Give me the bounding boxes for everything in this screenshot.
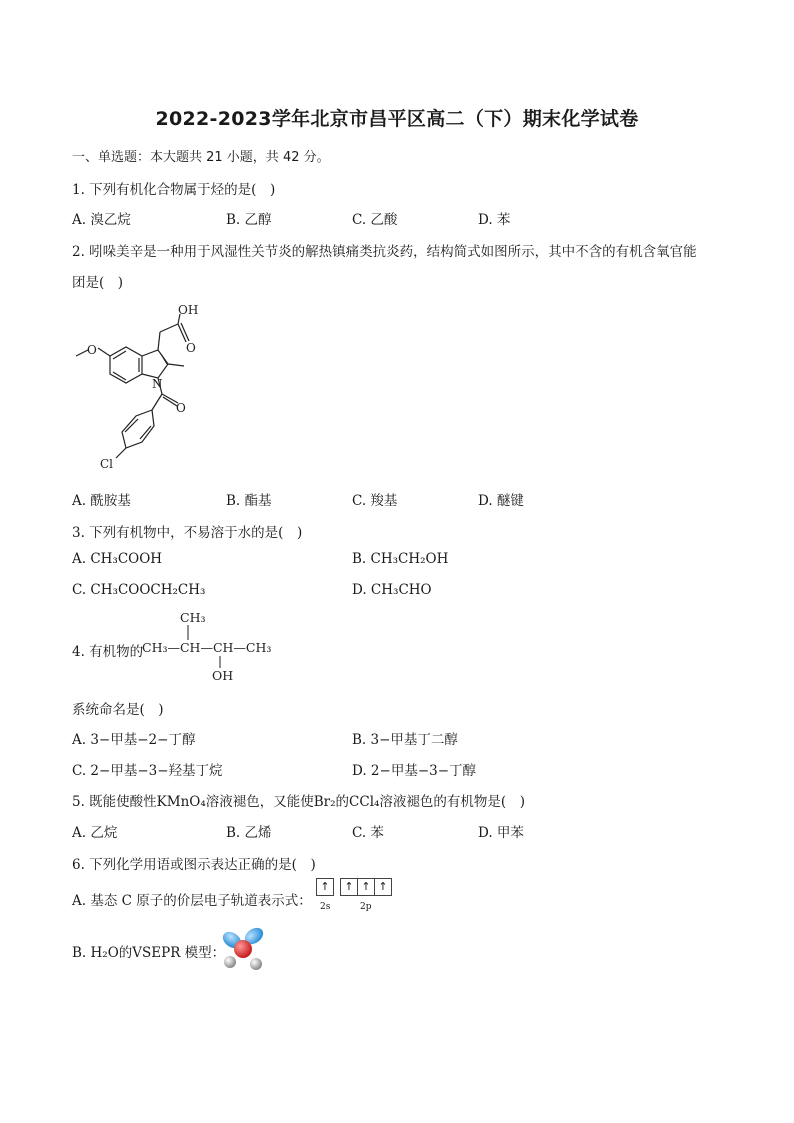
orbital-label-2s: 2s (320, 902, 331, 912)
orbital-box-2s: ↑ (316, 878, 334, 896)
question-4-stem-line2: 系统命名是( ) (72, 702, 164, 718)
q3-option-a: A. CH₃COOH (72, 551, 163, 567)
vsepr-model-image (216, 922, 272, 974)
q2-option-b: B. 酯基 (226, 493, 272, 509)
orbital-label-2p: 2p (360, 902, 372, 912)
label-cl: Cl (100, 457, 114, 471)
q2-option-a: A. 酰胺基 (72, 493, 131, 509)
q6-option-b: B. H₂O的VSEPR 模型： (72, 945, 226, 961)
q3-option-c: C. CH₃COOCH₂CH₃ (72, 582, 206, 598)
label-o-amide: O (176, 401, 186, 415)
q1-option-b: B. 乙醇 (226, 212, 272, 228)
q3-option-d: D. CH₃CHO (352, 582, 432, 598)
q5-option-d: D. 甲苯 (478, 825, 524, 841)
section-heading: 一、单选题：本大题共 21 小题，共 42 分。 (72, 150, 330, 165)
q4-option-d: D. 2−甲基−3−丁醇 (352, 763, 477, 779)
q1-option-c: C. 乙酸 (352, 212, 398, 228)
q5-option-b: B. 乙烯 (226, 825, 272, 841)
q1-option-d: D. 苯 (478, 212, 511, 228)
question-2-stem-line1: 2. 吲哚美辛是一种用于风湿性关节炎的解热镇痛类抗炎药，结构简式如图所示，其中不含的有机含氧官能 (72, 244, 697, 260)
question-1-stem: 1. 下列有机化合物属于烃的是( ) (72, 182, 276, 198)
q6-option-a: A. 基态 C 原子的价层电子轨道表示式： (72, 893, 312, 909)
q5-option-a: A. 乙烷 (72, 825, 118, 841)
formula-main-chain: CH₃—CH—CH—CH₃ (142, 640, 272, 655)
question-2-stem-line2: 团是( ) (72, 275, 124, 291)
q5-option-c: C. 苯 (352, 825, 384, 841)
formula-top-group: CH₃ (180, 610, 206, 625)
formula-bottom-group: OH (212, 668, 234, 683)
question-3-stem: 3. 下列有机物中，不易溶于水的是( ) (72, 525, 303, 541)
q4-structural-formula (140, 610, 300, 690)
q1-option-a: A. 溴乙烷 (72, 212, 131, 228)
label-o-ether: O (87, 343, 97, 357)
q4-option-a: A. 3−甲基−2−丁醇 (72, 732, 196, 748)
q2-option-d: D. 醚键 (478, 493, 524, 509)
question-4-stem: 4. 有机物的 (72, 644, 144, 660)
orbital-box-2p-3: ↑ (374, 878, 392, 896)
question-6-stem: 6. 下列化学用语或图示表达正确的是( ) (72, 857, 316, 873)
label-oh: OH (178, 303, 199, 317)
question-5-stem: 5. 既能使酸性KMnO₄溶液褪色，又能使Br₂的CCl₄溶液褪色的有机物是( ) (72, 794, 525, 810)
indomethacin-structure (70, 302, 220, 482)
label-n: N (152, 377, 163, 391)
q3-option-b: B. CH₃CH₂OH (352, 551, 449, 567)
q4-option-b: B. 3−甲基丁二醇 (352, 732, 458, 748)
orbital-box-2p-2: ↑ (357, 878, 375, 896)
q4-option-c: C. 2−甲基−3−羟基丁烷 (72, 763, 223, 779)
q2-option-c: C. 羧基 (352, 493, 398, 509)
orbital-box-2p-1: ↑ (340, 878, 358, 896)
label-o-carbonyl: O (186, 341, 196, 355)
page-title: 2022-2023学年北京市昌平区高二（下）期末化学试卷 (155, 108, 639, 130)
